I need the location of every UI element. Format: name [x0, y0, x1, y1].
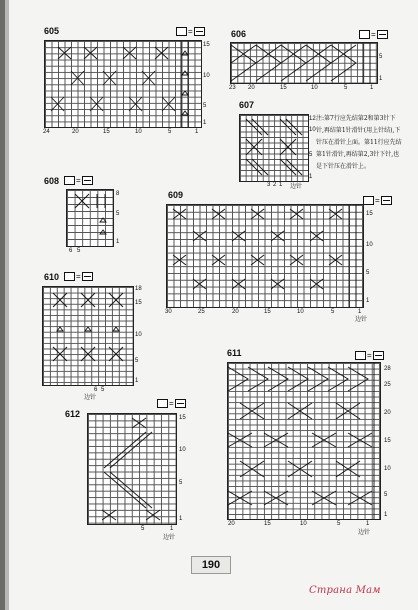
edge-stitch-label: 边针 [358, 530, 371, 536]
chart-610-grid [42, 286, 134, 386]
axis-label: 3 [267, 182, 271, 188]
plain-square-icon [359, 30, 370, 39]
chart-608-number: 608 [44, 176, 60, 186]
axis-label: 25 [198, 309, 205, 315]
axis-label: 10 [297, 309, 304, 315]
axis-label: 5 [203, 103, 207, 109]
axis-label: 5 [331, 309, 335, 315]
axis-label: 15 [135, 300, 142, 306]
axis-label: 10 [300, 521, 307, 527]
chart-605-grid [44, 40, 202, 128]
axis-label: 8 [116, 191, 120, 197]
axis-label: 20 [232, 309, 239, 315]
axis-label: 1 [195, 129, 199, 135]
chart-611-number: 611 [227, 348, 242, 358]
axis-label: 1 [358, 309, 362, 315]
axis-label: 23 [229, 85, 236, 91]
axis-label: 1 [366, 521, 370, 527]
plain-square-icon [363, 196, 374, 205]
dash-square-icon [194, 27, 205, 36]
axis-label: 15 [179, 415, 186, 421]
plain-square-icon [64, 272, 75, 281]
chart-607-number: 607 [239, 100, 255, 110]
axis-label: 10 [366, 242, 373, 248]
plain-square-icon [355, 351, 366, 360]
axis-label: 1 [379, 76, 383, 82]
axis-label: 1 [370, 85, 374, 91]
chart-609-cables [167, 205, 363, 307]
chart-606-number: 606 [231, 29, 247, 39]
chart-612-legend [157, 399, 186, 408]
chart-612-number: 612 [65, 409, 81, 419]
dash-square-icon [373, 351, 384, 360]
legend-equals: = [169, 398, 174, 408]
axis-label: 18 [135, 286, 142, 292]
chart-611-grid [227, 362, 381, 520]
axis-label: 10 [309, 127, 316, 133]
axis-label: 15 [203, 42, 210, 48]
chart-610-legend [64, 272, 93, 281]
axis-label: 5 [116, 211, 120, 217]
axis-label: 20 [228, 521, 235, 527]
axis-label: 15 [264, 309, 271, 315]
plain-square-icon [176, 27, 187, 36]
axis-label: 15 [384, 438, 391, 444]
legend-equals: = [367, 350, 372, 360]
axis-label: 12 [309, 116, 316, 122]
axis-label: 6 [94, 387, 98, 393]
axis-label: 10 [135, 129, 142, 135]
axis-label: 1 [366, 298, 370, 304]
axis-label: 1 [116, 239, 120, 245]
axis-label: 1 [170, 526, 174, 532]
legend-equals: = [371, 29, 376, 39]
axis-label: 20 [248, 85, 255, 91]
page-number: 190 [191, 556, 231, 574]
axis-label: 10 [135, 332, 142, 338]
legend-equals: = [76, 175, 81, 185]
dash-square-icon [175, 399, 186, 408]
axis-label: 1 [135, 378, 139, 384]
axis-label: 15 [103, 129, 110, 135]
axis-label: 5 [101, 387, 105, 393]
dash-square-icon [381, 196, 392, 205]
axis-label: 5 [366, 270, 370, 276]
axis-label: 15 [280, 85, 287, 91]
chart-607-cables [240, 115, 308, 181]
axis-label: 5 [141, 526, 145, 532]
axis-label: 20 [72, 129, 79, 135]
chart-610-cables [43, 287, 133, 385]
axis-label: 2 [273, 182, 277, 188]
axis-label: 24 [43, 129, 50, 135]
chart-609-grid [166, 204, 364, 308]
chart-610-number: 610 [44, 272, 60, 282]
edge-stitch-label: 边针 [163, 535, 176, 541]
edge-stitch-label: 边针 [355, 317, 368, 323]
chart-605-legend [176, 27, 205, 36]
axis-label: 5 [379, 54, 383, 60]
axis-label: 15 [264, 521, 271, 527]
axis-label: 1 [384, 512, 388, 518]
chart-609-legend [363, 196, 392, 205]
axis-label: 5 [135, 358, 139, 364]
chart-611-legend [355, 351, 384, 360]
chart-609-number: 609 [168, 190, 184, 200]
axis-label: 5 [168, 129, 172, 135]
legend-equals: = [76, 271, 81, 281]
chart-612-cables [88, 414, 176, 524]
axis-label: 1 [179, 516, 183, 522]
watermark-text: Страна Мам [309, 585, 381, 596]
axis-label: 5 [179, 480, 183, 486]
chart-608-grid [66, 189, 114, 247]
chart-611-cables [228, 363, 380, 519]
axis-label: 5 [344, 85, 348, 91]
axis-label: 5 [337, 521, 341, 527]
edge-stitch-label: 边针 [290, 184, 303, 190]
legend-equals: = [375, 195, 380, 205]
chart-608-legend [64, 176, 93, 185]
axis-label: 1 [279, 182, 283, 188]
axis-label: 6 [69, 248, 73, 254]
dash-square-icon [82, 272, 93, 281]
chart-608-cables [67, 190, 113, 246]
axis-label: 5 [309, 152, 313, 158]
axis-label: 5 [77, 248, 81, 254]
dash-square-icon [377, 30, 388, 39]
axis-label: 20 [384, 410, 391, 416]
plain-square-icon [157, 399, 168, 408]
dash-square-icon [82, 176, 93, 185]
axis-label: 1 [203, 120, 207, 126]
plain-square-icon [64, 176, 75, 185]
chart-606-legend [359, 30, 388, 39]
axis-label: 25 [384, 382, 391, 388]
axis-label: 10 [179, 447, 186, 453]
edge-stitch-label: 边针 [84, 395, 97, 401]
legend-equals: = [188, 26, 193, 36]
axis-label: 28 [384, 366, 391, 372]
axis-label: 10 [384, 466, 391, 472]
axis-label: 1 [309, 174, 313, 180]
chart-607-note: 注:第7行应先结第2和第3针下针,再结第1针滑针(用上针结),下针压在滑针上面。第11行应先结第1针滑针,再结第2,3针下针,也是下针压在滑针上。 [316, 115, 402, 170]
chart-605-cables [45, 41, 201, 127]
axis-label: 10 [203, 73, 210, 79]
axis-label: 15 [366, 211, 373, 217]
chart-605-number: 605 [44, 26, 60, 36]
chart-612-grid [87, 413, 177, 525]
axis-label: 30 [165, 309, 172, 315]
page-binding-shadow [5, 0, 9, 610]
axis-label: 10 [311, 85, 318, 91]
chart-606-grid [230, 42, 378, 84]
chart-607-grid [239, 114, 309, 182]
chart-606-cables [231, 43, 377, 83]
axis-label: 5 [384, 492, 388, 498]
